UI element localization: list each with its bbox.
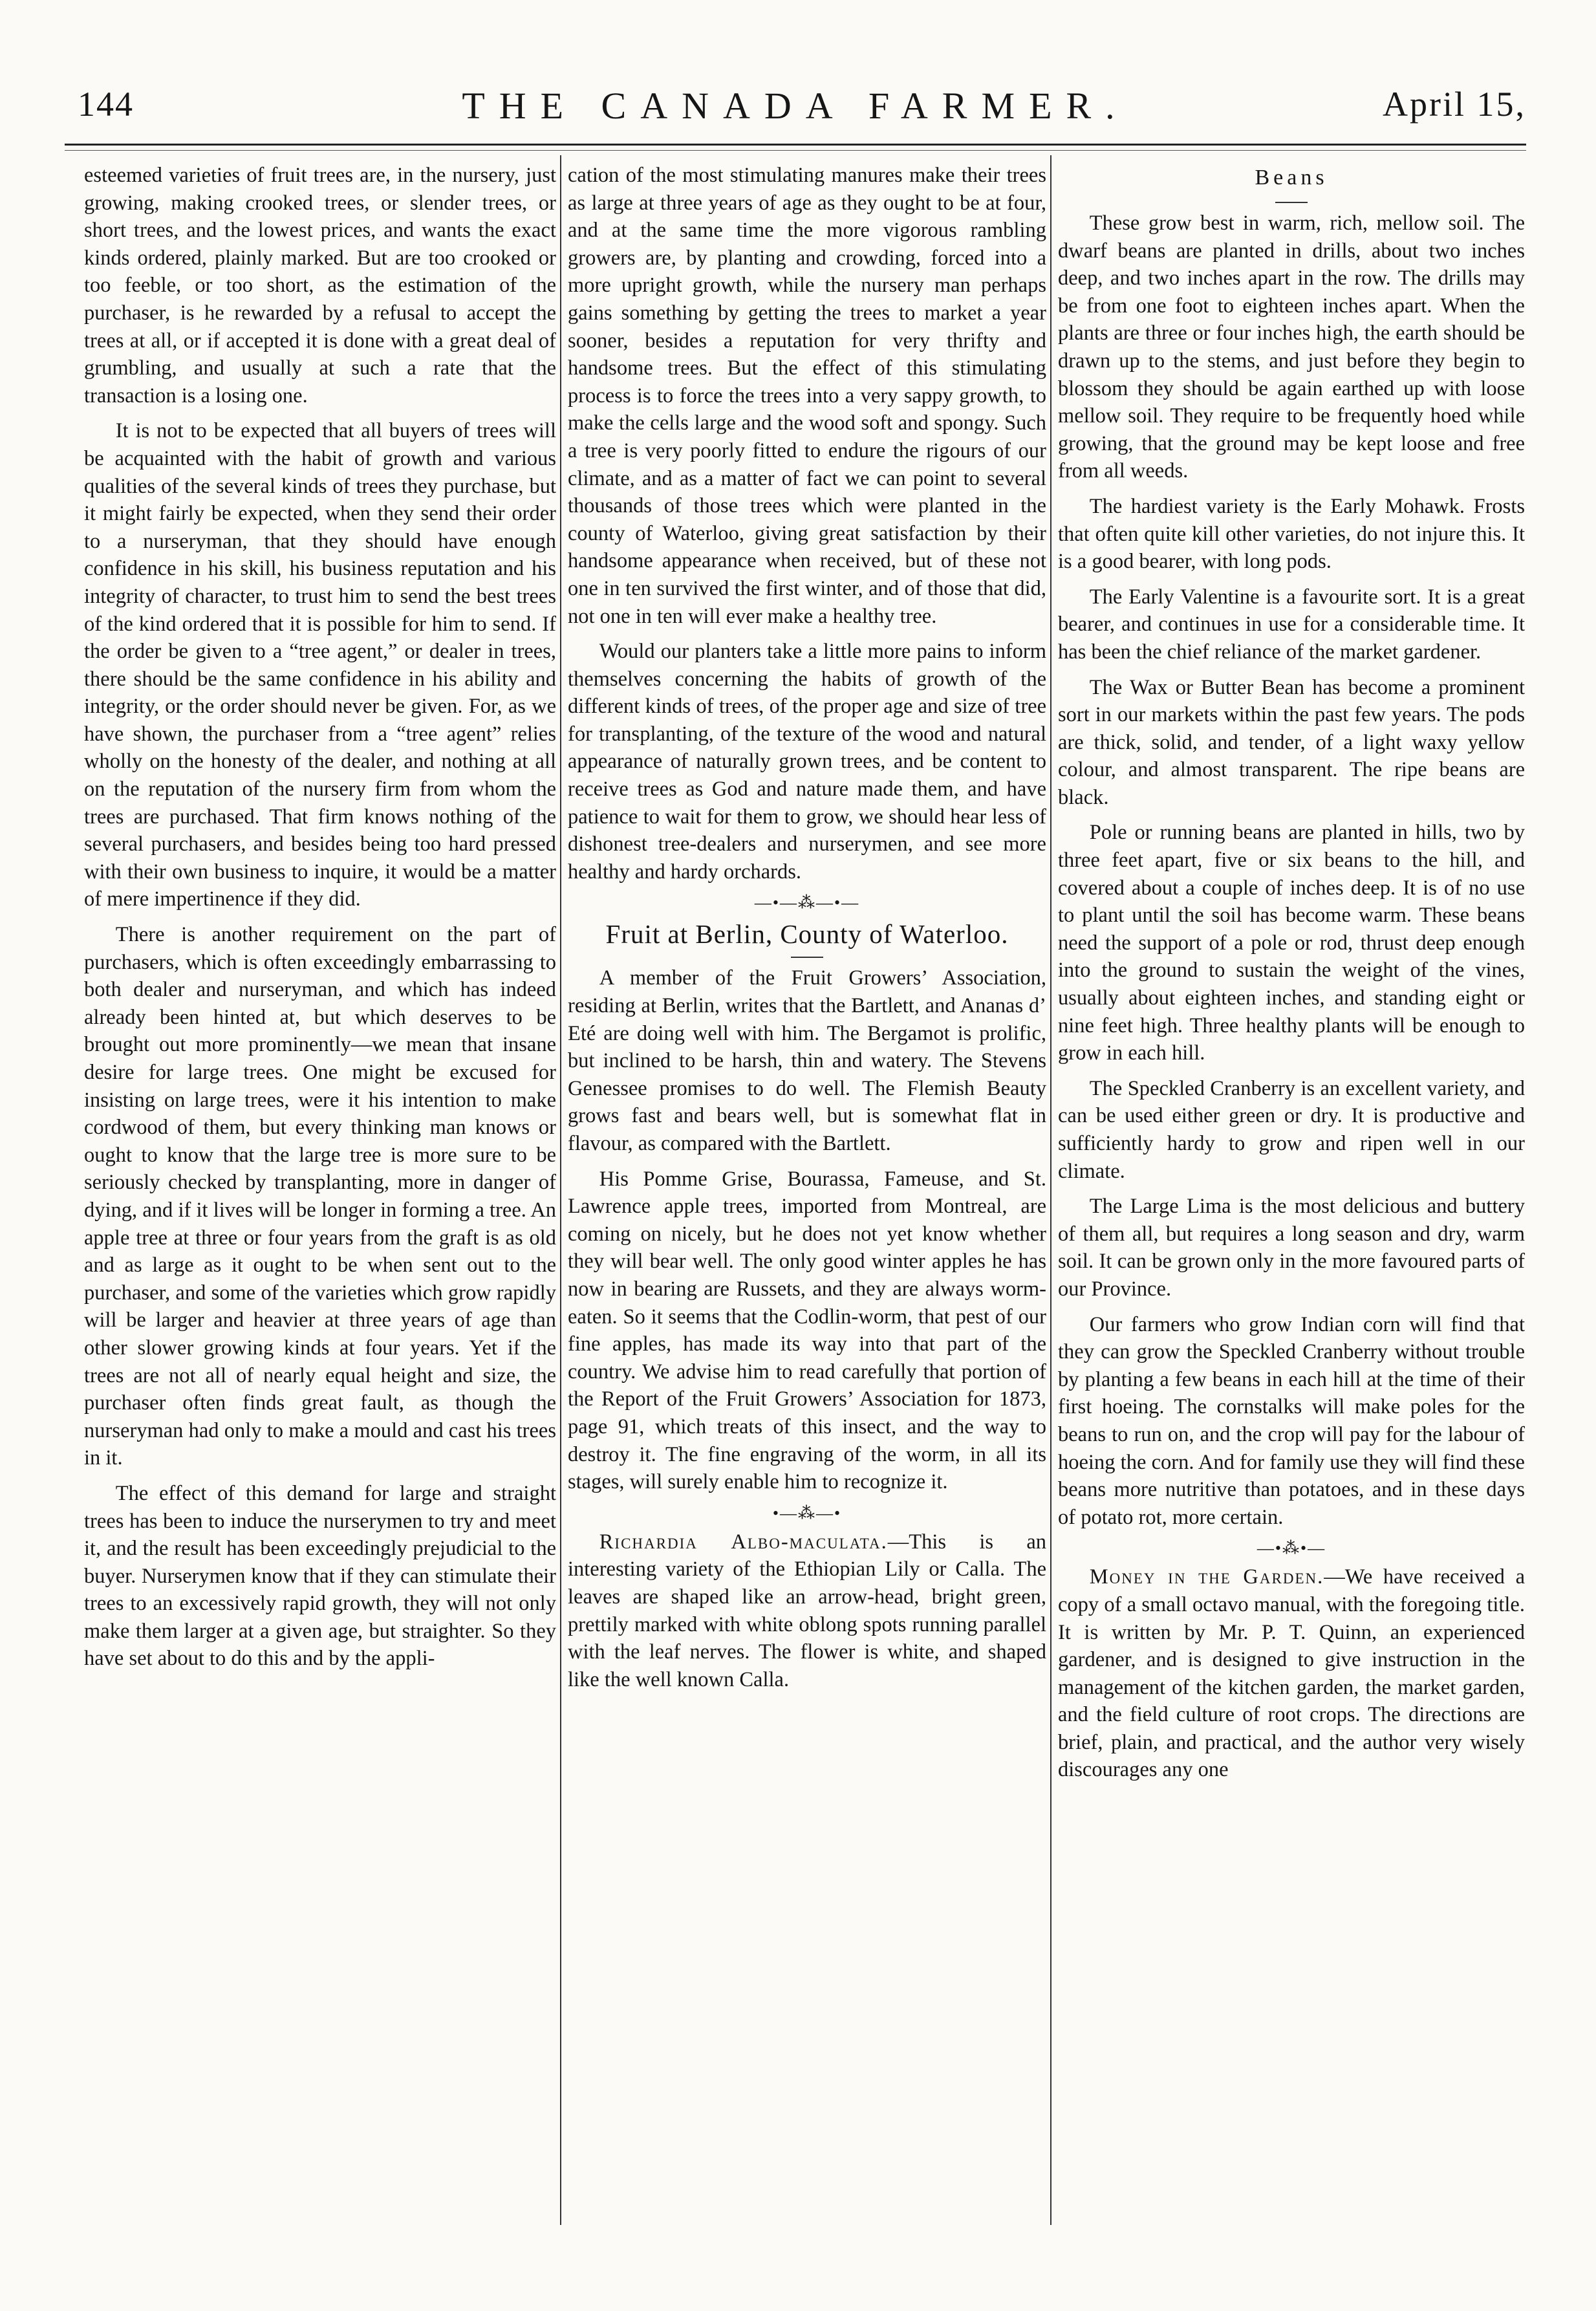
- column-separator-1: [560, 155, 561, 2225]
- paragraph: There is another requirement on the part of purchasers, which is often exceedingly embarrassing to both dealer and nurseryman, and which has indeed already been hinted at, but which deserves to be brought out more prominently—we mean that insane desire for large trees. One might be excused for insisting on large trees, were it his intention to make cordwood of them, but every thinking man knows or ought to know that the large tree is more sure to be seriously checked by transplanting, more in danger of dying, and if it lives will be longer in forming a tree. An apple tree at three or four years from the graft is as old and as large as it ought to be when sent out to the purchaser, and some of the varieties which grow rapidly will be larger and heavier at three years of age than other slower growing kinds at four years. Yet if the trees are not all of nearly equal height and size, the purchaser often finds great fault, as though the nurseryman had only to make a mould and cast his trees in it.: [84, 923, 556, 1470]
- paragraph: The Early Valentine is a favourite sort. It is a great bearer, and continues in use for a considerable time. It has been the chief reliance of the market gardener.: [1058, 585, 1525, 664]
- page-number: 144: [78, 85, 134, 124]
- paragraph-money-in-garden: [1058, 1563, 1525, 1784]
- heading-rule: [791, 957, 823, 958]
- run-in-heading: Money in the Garden.: [1089, 1565, 1324, 1589]
- paragraph: Would our planters take a little more pains to inform themselves concerning the habits of growth of the different kinds of trees, of the proper age and size of tree for transplanting, of the texture of the wood and natural appearance of naturally grown trees, and be content to receive trees as God and nature made them, and have patience to wait for them to grow, we should hear less of dishonest tree-dealers and nurserymen, and see more healthy and hardy orchards.: [568, 640, 1046, 884]
- paragraph-richardia: [568, 1528, 1046, 1694]
- paragraph: esteemed varieties of fruit trees are, in the nursery, just growing, making crooked trees, or slender trees, or short trees, and the lowest prices, and wants the exact kinds ordered, plainly marked. But are too crooked or too feeble, or too short, as the estimation of the purchaser, is he rewarded by a refusal to accept the trees at all, or if accepted it is done with a great deal of grumbling, and usually at such a rate that the transaction is a losing one.: [84, 164, 556, 407]
- run-in-heading: Richardia Albo-maculata.: [599, 1530, 888, 1554]
- section-heading-beans: Beans: [1255, 166, 1328, 190]
- page-header: [65, 84, 1526, 129]
- paragraph: The Large Lima is the most delicious and buttery of them all, but requires a long season and dry, warm soil. It can be grown only in the more favoured parts of our Province.: [1058, 1195, 1525, 1301]
- paragraph: These grow best in warm, rich, mellow soil. The dwarf beans are planted in drills, about two inches deep, and two inches apart in the row. The drills may be from one foot to eighteen inches apart. When the plants are three or four inches high, the earth should be drawn up to the stems, and just before they begin to blossom they should be again earthed up with loose mellow soil. They require to be frequently hoed while growing, that the ground may be kept loose and free from all weeds.: [1058, 212, 1525, 483]
- paragraph: cation of the most stimulating manures make their trees as large at three years of age as they ought to be at four, and at the same time the more vigorous rambling growers are, by planting and crowding, forced into a more upright growth, while the nursery man perhaps gains something by getting the trees to market a year sooner, besides a reputation for very thrifty and handsome trees. But the effect of this stimulating process is to force the trees into a very sappy growth, to make the cells large and the wood soft and spongy. Such a tree is very poorly fitted to endure the rigours of our climate, and as a matter of fact we can point to several thousands of those trees which were planted in the county of Waterloo, giving great satisfaction by their handsome appearance when received, but of these not one in ten survived the first winter, and of those that did, not one in ten will ever make a healthy tree.: [568, 164, 1046, 628]
- paragraph: The Speckled Cranberry is an excellent variety, and can be used either green or dry. It is productive and sufficiently hardy to grow and ripen well in our climate.: [1058, 1076, 1525, 1183]
- paragraph: The hardiest variety is the Early Mohawk. Frosts that often quite kill other varieties, do not injure this. It is a good bearer, with long pods.: [1058, 494, 1525, 574]
- masthead-title: THE CANADA FARMER.: [462, 85, 1129, 127]
- paragraph: Our farmers who grow Indian corn will find that they can grow the Speckled Cranberry without trouble by planting a few beans in each hill at the time of their first hoeing. The cornstalks will make poles for the beans to run on, and the crop will pay for the labour of hoeing the corn. And for family use they will find these beans more nutritive than potatoes, and in these days of potato rot, more certain.: [1058, 1312, 1525, 1529]
- paragraph: A member of the Fruit Growers’ Association, residing at Berlin, writes that the Bartlett, and Ananas d’ Eté are doing well with him. The Bergamot is prolific, but inclined to be harsh, thin and watery. The Stevens Genessee promises to do well. The Flemish Beauty grows fast and bears well, but is somewhat flat in flavour, as compared with the Bartlett.: [568, 966, 1046, 1155]
- heading-rule: [1275, 202, 1308, 203]
- paragraph-text: —We have received a copy of a small octavo manual, with the foregoing title. It is written by Mr. P. T. Quinn, an experienced gardener, and is designed to give instruction in the management of the kitchen garden, the market garden, and the field culture of root crops. The directions are brief, plain, and practical, and the author very wisely discourages any one: [1058, 1565, 1525, 1782]
- section-ornament: —•⁂•—: [1256, 1539, 1326, 1558]
- section-ornament: •—⁂—•: [772, 1503, 842, 1523]
- column-1: [84, 162, 556, 2219]
- paragraph: The effect of this demand for large and straight trees has been to induce the nurserymen to try and meet it, and the result has been exceedingly prejudicial to the buyer. Nurserymen know that if they can stimulate their trees to an excessively rapid growth, they will not only make them larger at a given age, but straighter. So they have set about to do this and by the appli-: [84, 1481, 556, 1671]
- header-rule: [65, 144, 1526, 146]
- paragraph: The Wax or Butter Bean has become a prominent sort in our markets within the past few years. The pods are thick, solid, and tender, of a light waxy yellow colour, and almost transparent. The ripe beans are black.: [1058, 675, 1525, 809]
- paragraph: His Pomme Grise, Bourassa, Fameuse, and St. Lawrence apple trees, imported from Montreal, are coming on nicely, but he does not yet know whether they will bear well. The only good winter apples he has now in bearing are Russets, and they are always worm-eaten. So it seems that the Codlin-worm, that pest of our fine apples, has made its way into that part of the country. We advise him to read carefully that portion of the Report of the Fruit Growers’ Association for 1873, page 91, which treats of this insect, and the way to destroy it. The fine engraving of the worm, in all its stages, will surely enable him to recognize it.: [568, 1167, 1046, 1494]
- paragraph: It is not to be expected that all buyers of trees will be acquainted with the habit of growth and various qualities of the several kinds of trees they purchase, but it might fairly be expected, when they send their order to a nurseryman, that they should have enough confidence in his skill, his business reputation and his integrity of character, to trust him to send the best trees of the kind ordered that it is possible for him to send. If the order be given to a “tree agent,” or dealer in trees, there should be the same confidence in his ability and integrity, or the order should never be given. For, as we have shown, the purchaser from a “tree agent” relies wholly on the honesty of the dealer, and nothing at all on the reputation of the nursery firm from whom the trees are purchased. That firm knows nothing of the several purchasers, and besides being too hard pressed with their own business to inquire, it would be a matter of mere impertinence if they did.: [84, 419, 556, 911]
- header-rule-thin: [65, 150, 1526, 151]
- column-2: [568, 162, 1046, 2219]
- column-3: [1058, 162, 1525, 2219]
- section-ornament: —•—⁂—•—: [754, 893, 860, 913]
- paragraph-text: —This is an interesting variety of the Ethiopian Lily or Calla. The leaves are shaped like an arrow-head, bright green, prettily marked with white oblong spots running parallel with the leaf nerves. The flower is white, and shaped like the well known Calla.: [568, 1530, 1046, 1691]
- issue-date: April 15,: [1383, 85, 1526, 124]
- section-heading-fruit-at-berlin: Fruit at Berlin, County of Waterloo.: [605, 919, 1009, 949]
- column-separator-2: [1050, 155, 1051, 2225]
- paragraph: Pole or running beans are planted in hills, two by three feet apart, five or six beans to the hill, and covered about a couple of inches deep. It is of no use to plant until the soil has become warm. These beans need the support of a pole or rod, thrust deep enough into the ground to sustain the weight of the vines, usually about eighteen inches, and standing eight or nine feet high. Three healthy plants will be enough to grow in each hill.: [1058, 821, 1525, 1065]
